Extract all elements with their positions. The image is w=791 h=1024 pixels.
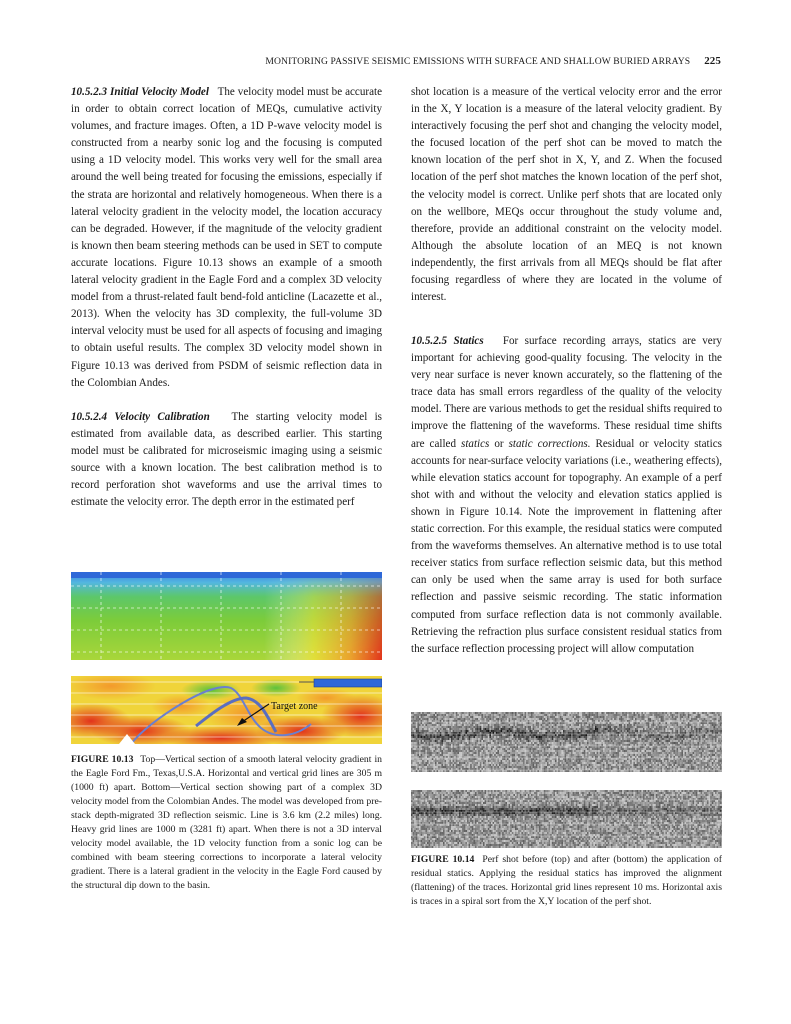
- page-number: 225: [704, 55, 721, 67]
- term-static-corrections: static corrections.: [508, 437, 591, 450]
- section-body: Residual or velocity statics accounts for near-surface velocity variations (i.e., weathering effects), while elevation statics account for topography. An example of a perf shot with and without the velocity and elevation statics applied is shown in Figure 10.14. Note the improvement in flattening after static correction. For this example, the residual statics were computed from the waveforms themselves. An alternative method is to use total receiver statics from surface reflection seismic data, but this method can only be used when the same array is used for both surface reflection and passive seismic recording. The static information computed from surface reflection data is not commonly available. Retrieving the refraction plus surface consistent residual statics from the surface reflection processing project will allow computation: [411, 437, 722, 655]
- figure-label: FIGURE 10.14: [411, 854, 475, 865]
- term-statics: statics: [461, 437, 490, 450]
- figure-10-14-before-statics: [411, 712, 722, 772]
- section-body: For surface recording arrays, statics are very important for achieving good-quality focusing. The velocity in the very near surface is never known accurately, so the flattening of the trace data has small errors regardless of the quality of the velocity model. There are various methods to get the residual shifts required to improve the flattening of the waveforms. These residual time shifts are called: [411, 335, 722, 450]
- caption-text: Perf shot before (top) and after (bottom) the application of residual statics. Applying the residual statics has improved the alignment (flattening) of the traces. Horizontal grid lines represent 10 ms. Horizontal axis is traces in a spiral sort from the X,Y location of the perf shot.: [411, 854, 722, 907]
- section-body: The starting velocity model is estimated from available data, as described earlier. This starting model must be calibrated for microseismic imaging using a seismic source with a known location. The best calibration method is to record perforation shot waveforms and use the arrival times to estimate the velocity error. The depth error in the estimated perf: [71, 410, 382, 509]
- running-title: MONITORING PASSIVE SEISMIC EMISSIONS WITH SURFACE AND SHALLOW BURIED ARRAYS: [265, 56, 691, 67]
- section-heading: 10.5.2.3 Initial Velocity Model: [71, 86, 209, 98]
- figure-10-13-top-velocity-section: [71, 572, 382, 660]
- figure-label: FIGURE 10.13: [71, 754, 134, 765]
- velocity-gradient-image: [71, 572, 382, 660]
- section-heading: 10.5.2.4 Velocity Calibration: [71, 410, 210, 423]
- section-velocity-calibration: [71, 409, 382, 512]
- seismic-traces-after: [411, 790, 722, 848]
- word-or: or: [494, 437, 504, 450]
- figure-10-14-after-statics: [411, 790, 722, 848]
- section-statics: [411, 333, 722, 658]
- section-initial-velocity-model: [71, 84, 382, 392]
- target-zone-label: Target zone: [271, 701, 318, 712]
- figure-10-14-caption: [411, 853, 722, 909]
- section-body: The velocity model must be accurate in order to obtain correct location of MEQs, cumulative activity volumes, and fracture images. Often, a 1D P-wave velocity model is constructed from a nearby sonic log and the focusing is computed using a 1D velocity model. This works very well for the small area around the well being treated for focusing the emissions, especially if the strata are horizontal and relatively homogeneous. When there is a lateral velocity gradient in the velocity model, the location accuracy can be degraded. However, if the magnitude of the velocity gradient is known then beam steering methods can be used in SET to compute accurate locations. Figure 10.13 shows an example of a smooth lateral velocity gradient in the Eagle Ford and a complex 3D velocity model from a thrust-related fault bend-fold anticline (Lacazette et al., 2013). When the velocity has 3D complexity, the full-volume 3D interval velocity must be used for all aspects of focusing and imaging to obtain useful results. The complex 3D velocity model shown in Figure 10.13 was derived from PSDM of seismic reflection data in the Colombian Andes.: [71, 86, 383, 389]
- figure-10-13-bottom-velocity-model: [71, 676, 382, 744]
- seismic-traces-before: [411, 712, 722, 772]
- section-heading: 10.5.2.5 Statics: [411, 335, 484, 347]
- right-column-top: [411, 84, 722, 306]
- section-body-continued: shot location is a measure of the vertical velocity error and the error in the X, Y location is a measure of the lateral velocity gradient. By interactively focusing the perf shot and changing the velocity model, the focused location of the perf shot can be moved to match the known location of the perf shot in X, Y, and Z. When the focused location of the perf shot matches the known location of the perf shot, the velocity model is correct. Unlike perf shots that are located only on the wellbore, MEQs occur throughout the study volume and, therefore, provide an additional constraint on the velocity model. Although the absolute location of an MEQ is not known independently, the first arrivals from all MEQs should be flat after focusing regardless of where they are located in the volume of interest.: [411, 86, 722, 304]
- figure-10-13-caption: [71, 753, 382, 893]
- right-column-statics: [411, 333, 722, 658]
- caption-text: Top—Vertical section of a smooth lateral velocity gradient in the Eagle Ford Fm., Texas,U.S.A. Horizontal and vertical grid lines are 305 m (1000 ft) apart. Bottom—Vertical section showing part of a complex 3D velocity model from the Colombian Andes. The model was developed from pre-stack depth-migrated 3D reflection seismic. Line is 3.6 km (2.2 miles) long. Heavy grid lines are 1000 m (3281 ft) apart. When there is not a 3D interval velocity model available, the 1D velocity function from a sonic log can be combined with beam steering corrections to incorporate a lateral velocity gradient. There is a lateral gradient in the velocity in the Eagle Ford caused by the structural dip down to the basin.: [71, 754, 382, 891]
- left-column: [71, 84, 382, 511]
- complex-velocity-image: [71, 676, 382, 744]
- running-header: [0, 55, 721, 67]
